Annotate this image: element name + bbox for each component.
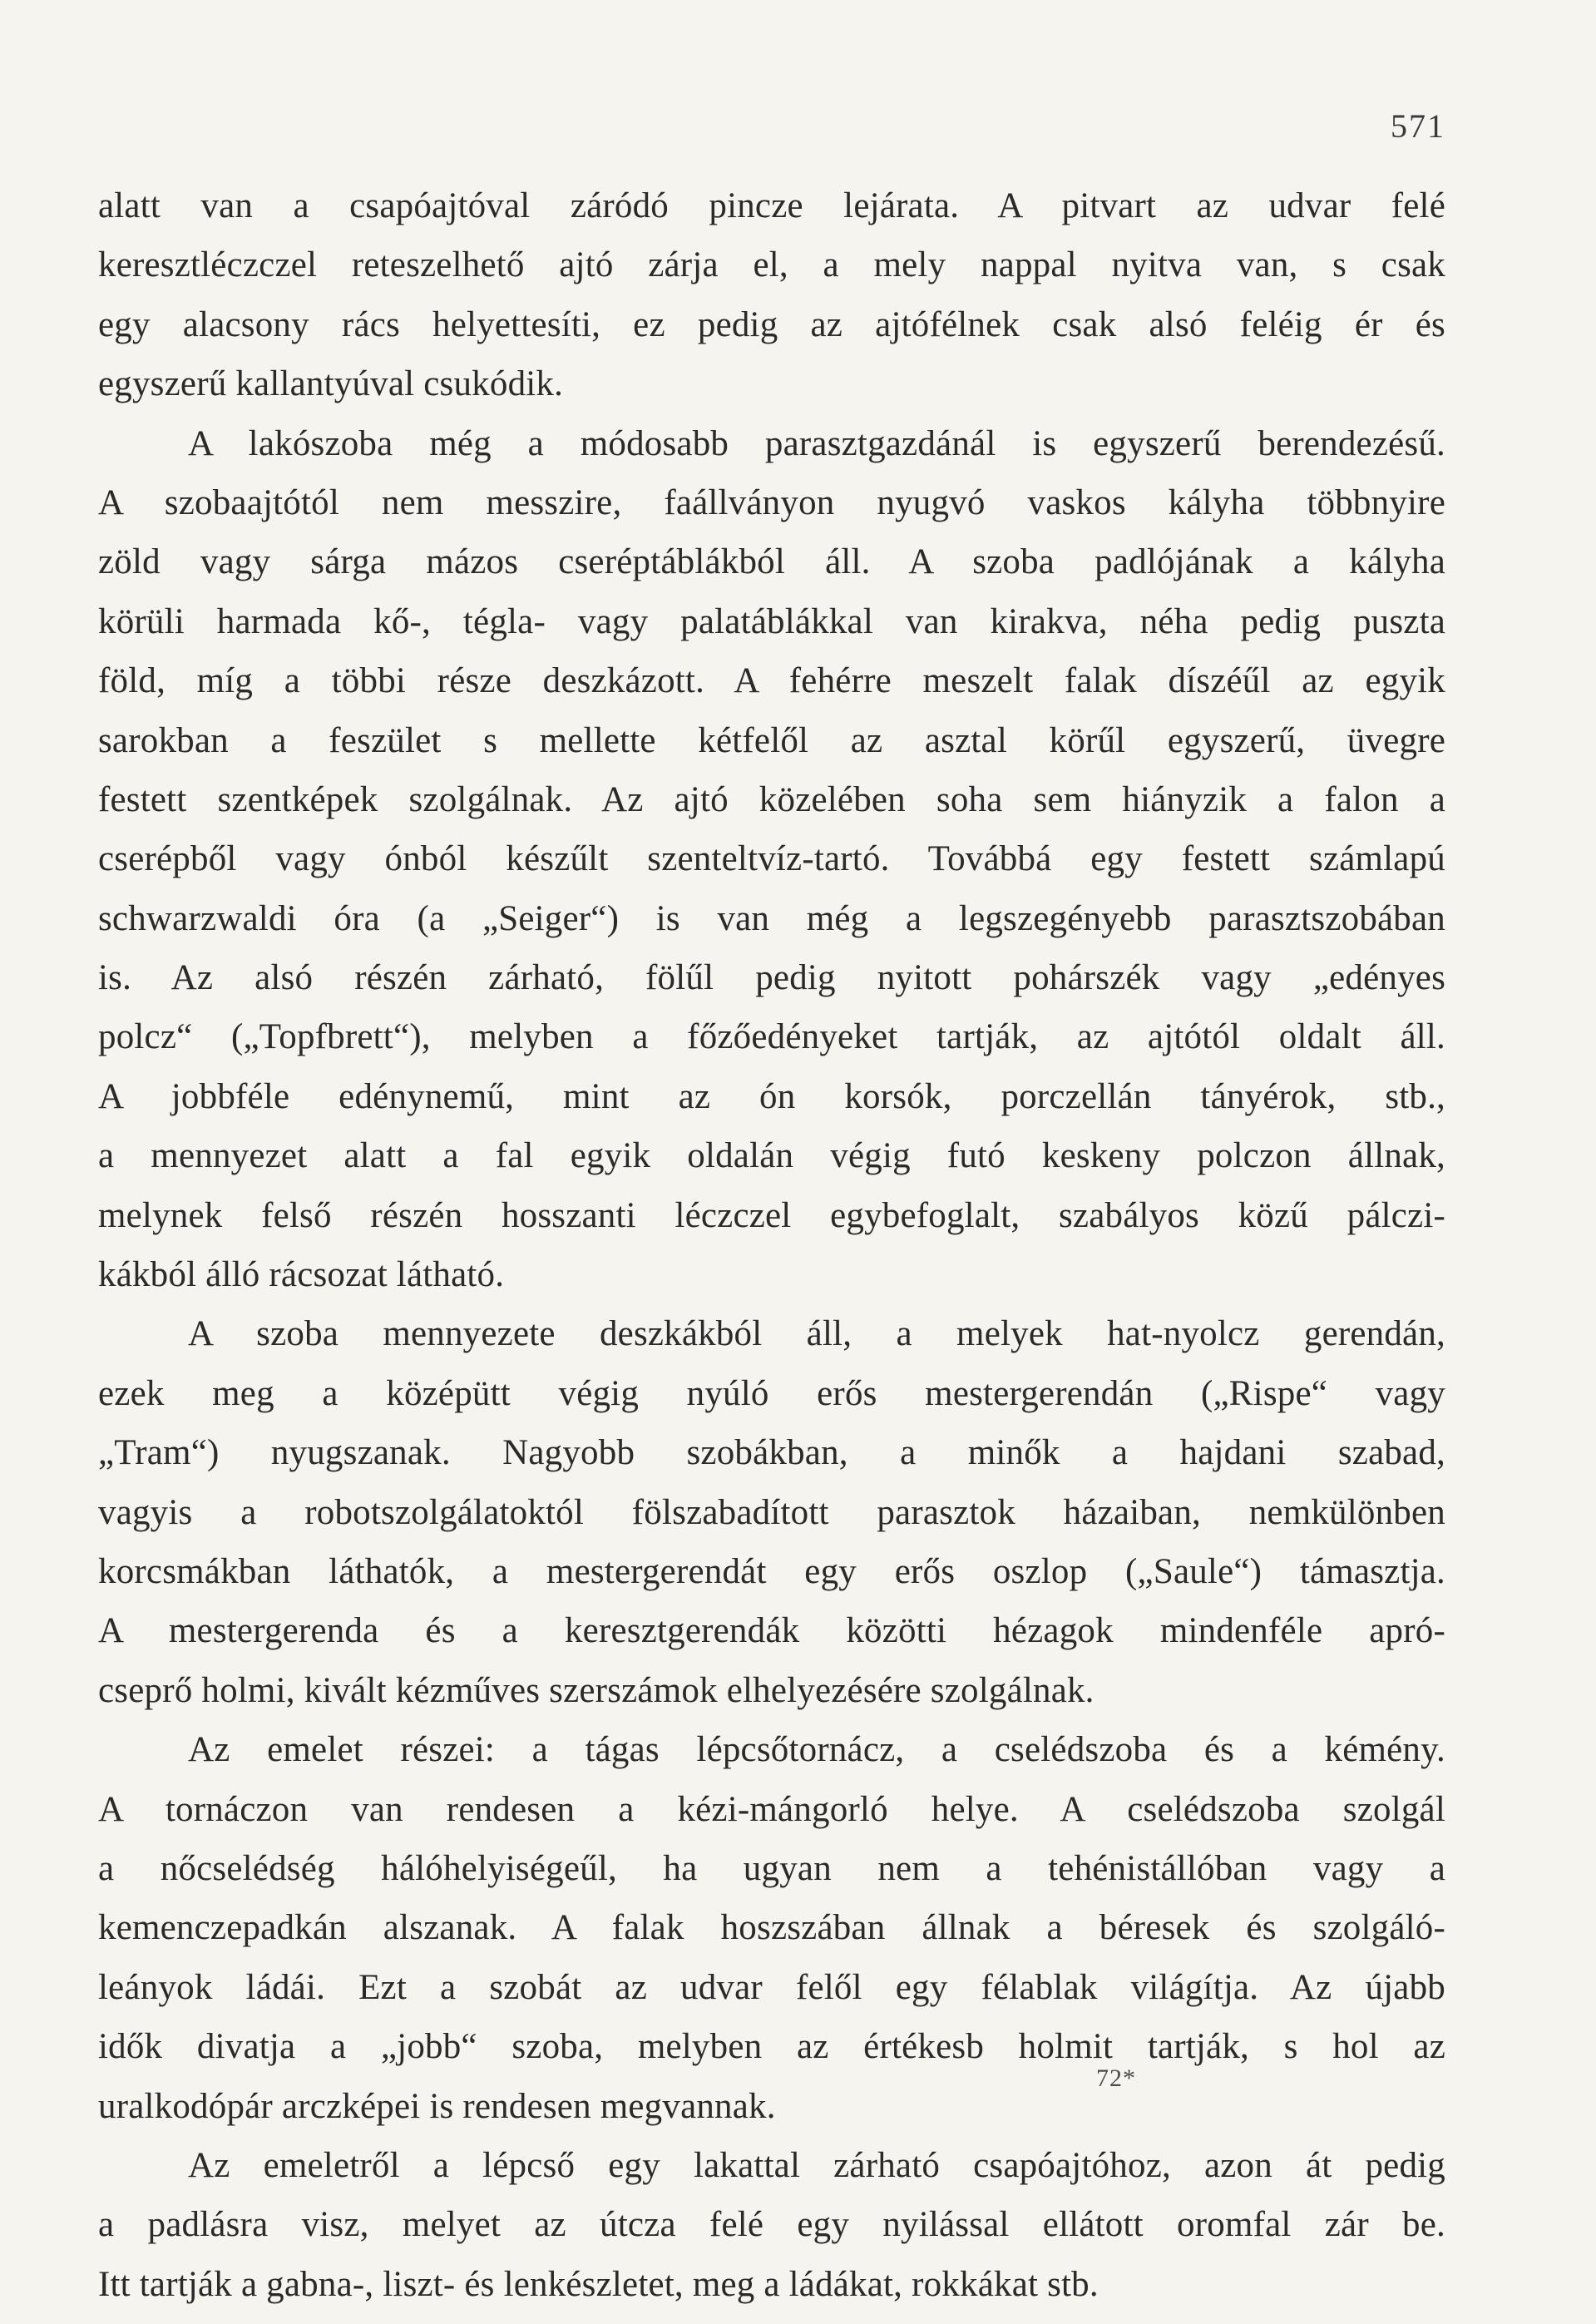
text-line: a nőcselédség hálóhelyiségeűl, ha ugyan nem a tehénistállóban vagy a	[98, 1848, 1445, 1888]
text-line: Az emelet részei: a tágas lépcsőtornácz, a cselédszoba és a kémény.	[188, 1730, 1445, 1770]
text-line: kákból álló rácsozat látható.	[98, 1255, 505, 1295]
text-line: A lakószoba még a módosabb parasztgazdánál is egyszerű berendezésű.	[188, 423, 1445, 463]
text-line: idők divatja a „jobb“ szoba, melyben az értékesb holmit tartják, s hol az	[98, 2027, 1445, 2067]
text-line: korcsmákban láthatók, a mestergerendát egy erős oszlop („Saule“) támasztja.	[98, 1551, 1445, 1591]
text-line: Itt tartják a gabna-, liszt- és lenkészletet, meg a ládákat, rokkákat stb.	[98, 2264, 1099, 2304]
text-line: polcz“ („Topfbrett“), melyben a főzőedényeket tartják, az ajtótól oldalt áll.	[98, 1017, 1445, 1057]
text-line: leányok ládái. Ezt a szobát az udvar felől egy félablak világítja. Az újabb	[98, 1967, 1445, 2007]
text-line: föld, míg a többi része deszkázott. A fehérre meszelt falak díszéűl az egyik	[98, 661, 1445, 701]
text-line: A jobbféle edénynemű, mint az ón korsók, porczellán tányérok, stb.,	[98, 1076, 1445, 1116]
text-line: a padlásra visz, melyet az útcza felé egy nyilással ellátott oromfal zár be.	[98, 2205, 1445, 2245]
text-line: A mestergerenda és a keresztgerendák közötti hézagok mindenféle apró-	[98, 1611, 1445, 1651]
signature-mark: 72*	[1096, 2064, 1136, 2092]
text-line: A tornáczon van rendesen a kézi-mángorló helye. A cselédszoba szolgál	[98, 1789, 1445, 1829]
text-line: festett szentképek szolgálnak. Az ajtó közelében soha sem hiányzik a falon a	[98, 779, 1445, 819]
text-line: Az emeletről a lépcső egy lakattal zárható csapóajtóhoz, azon át pedig	[188, 2145, 1445, 2185]
text-line: cserépből vagy ónból készűlt szenteltvíz-tartó. Továbbá egy festett számlapú	[98, 839, 1445, 879]
text-line: „Tram“) nyugszanak. Nagyobb szobákban, a minők a hajdani szabad,	[98, 1433, 1445, 1473]
text-line: schwarzwaldi óra (a „Seiger“) is van még a legszegényebb parasztszobában	[98, 898, 1445, 938]
text-line: uralkodópár arczképei is rendesen megvannak.	[98, 2086, 776, 2126]
text-line: A szobaajtótól nem messzire, faállványon nyugvó vaskos kályha többnyire	[98, 482, 1445, 522]
text-line: keresztléczczel reteszelhető ajtó zárja el, a mely nappal nyitva van, s csak	[98, 245, 1445, 285]
text-line: cseprő holmi, kivált kézműves szerszámok elhelyezésére szolgálnak.	[98, 1670, 1094, 1710]
text-line: alatt van a csapóajtóval záródó pincze lejárata. A pitvart az udvar felé	[98, 186, 1445, 225]
text-line: A szoba mennyezete deszkákból áll, a melyek hat-nyolcz gerendán,	[188, 1314, 1445, 1354]
text-line: egyszerű kallantyúval csukódik.	[98, 364, 564, 404]
text-line: melynek felső részén hosszanti léczczel egybefoglalt, szabályos közű pálczi-	[98, 1195, 1445, 1235]
page-number: 571	[1391, 107, 1445, 145]
text-line: egy alacsony rács helyettesíti, ez pedig az ajtófélnek csak alsó feléig ér és	[98, 304, 1445, 344]
text-line: is. Az alsó részén zárható, fölűl pedig nyitott pohárszék vagy „edényes	[98, 958, 1445, 998]
text-line: körüli harmada kő-, tégla- vagy palatáblákkal van kirakva, néha pedig puszta	[98, 601, 1445, 641]
text-line: ezek meg a középütt végig nyúló erős mestergerendán („Rispe“ vagy	[98, 1373, 1445, 1413]
text-line: zöld vagy sárga mázos cseréptáblákból áll. A szoba padlójának a kályha	[98, 542, 1445, 582]
text-line: kemenczepadkán alszanak. A falak hoszszában állnak a béresek és szolgáló-	[98, 1908, 1445, 1948]
text-line: vagyis a robotszolgálatoktól fölszabadított parasztok házaiban, nemkülönben	[98, 1492, 1445, 1532]
text-line: a mennyezet alatt a fal egyik oldalán végig futó keskeny polczon állnak,	[98, 1136, 1445, 1176]
body-text	[98, 176, 1445, 2314]
text-line: sarokban a feszület s mellette kétfelől az asztal körűl egyszerű, üvegre	[98, 720, 1445, 760]
